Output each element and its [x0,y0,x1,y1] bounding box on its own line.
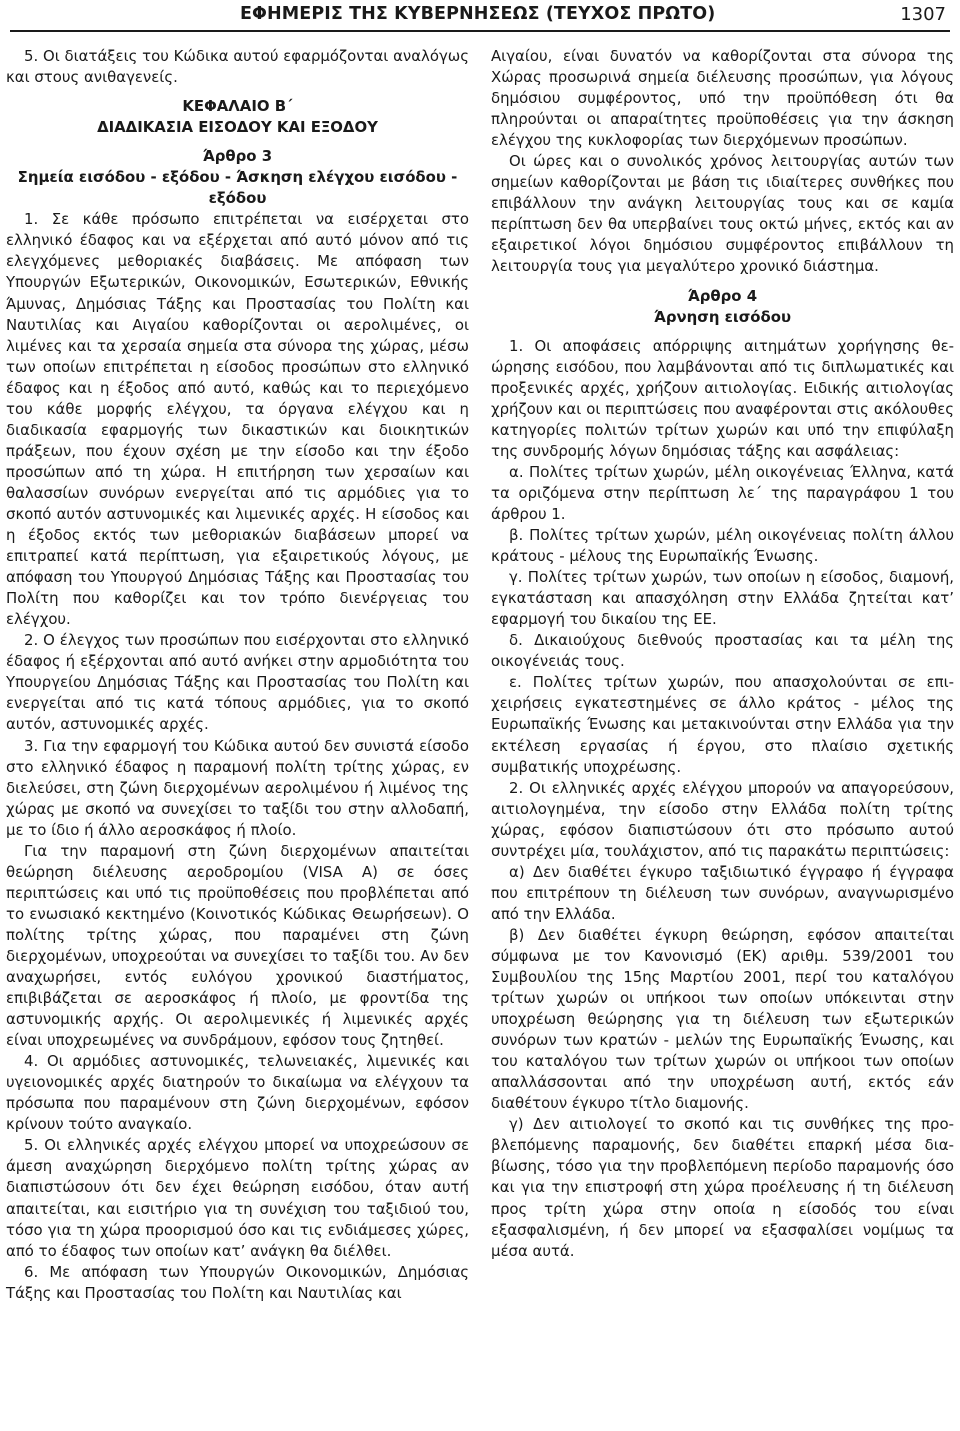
paragraph: 2. Ο έλεγχος των προσώπων που εισέρχονται στο ελληνικό έδαφος ή εξέρχονται από αυτό ανήκει στην αρμοδιότητα του Υπουργείου Δημόσιας Τάξης και Προστασίας του Πολίτη και ενεργείται από τις κατά τόπους αρμόδιες, για το σκοπό αυτόν, αστυνομικές αρχές. [6,631,469,734]
paragraph: β) Δεν διαθέτει έγκυρη θεώρηση, εφόσον απαιτείται σύμφωνα με τον Κανονισμό (ΕΚ) αριθμ. 539/2001 του Συμβουλίου της 15ης Μαρτίου 2001, περί του καταλόγου τρίτων χωρών οι υπήκοοι των οποίων υπόκεινται στην υποχρέωση θεώρησης για τη διέλευση των εξωτερικών συνόρων των κρατών - μελών της Ευρωπαϊκής Ένωσης, και του καταλόγου των τρίτων χωρών οι υπήκοοι των οποίων απαλλάσσονται από την υποχρέωση αυτή, εκτός εάν διαθέτουν έγκυρο τίτλο διαμονής. [491,925,954,1113]
chapter-title: ΔΙΑΔΙΚΑΣΙΑ ΕΙΣΟΔΟΥ ΚΑΙ ΕΞΟΔΟΥ [97,118,378,137]
right-column [491,46,954,1262]
article-title: Σημεία εισόδου - εξόδου - Άσκηση ελέγχου εισόδου - εξόδου [17,168,458,208]
left-column [6,46,469,1304]
paragraph: 4. Οι αρμόδιες αστυνομικές, τελωνειακές, λιμενικές και υγειονομικές αρχές διατηρούν το δικαίωμα να ελέγχουν τα πρόσωπα που παραμένουν στη ζώνη διερχομένων, εφόσον κρίνουν τούτο αναγκαίο. [6,1052,469,1134]
gazette-title: ΕΦΗΜΕΡΙΣ ΤΗΣ ΚΥΒΕΡΝΗΣΕΩΣ (ΤΕΥΧΟΣ ΠΡΩΤΟ) [240,4,716,24]
paragraph: α. Πολίτες τρίτων χωρών, μέλη οικογένειας Έλληνα, κατά τα οριζόμενα στην περίπτωση λε΄ της παραγράφου 1 του άρθρου 1. [491,462,954,523]
paragraph: 1. Οι αποφάσεις απόρριψης αιτημάτων χορήγησης θεώρησης εισόδου, που λαμβάνονται από τις διπλωματικές και προξενικές αρχές, χρήζουν αιτιολογίας. Ειδικής αιτιολογίας χρήζουν και οι περιπτώσεις που αναφέρονται στις ακόλουθες κατηγορίες πολιτών τρίτων χωρών και υπό την επιφύλαξη της συνδρομής λόγων δημόσιας τάξης και ασφάλειας: [491,336,954,460]
paragraph: 2. Οι ελληνικές αρχές ελέγχου μπορούν να απαγορεύσουν, αιτιολογημένα, την είσοδο στην Ελλάδα πολίτη τρίτης χώρας, εφόσον διαπιστώσουν ότι στο πρόσωπο αυτού συντρέχει μία, τουλάχιστον, από τις παρακάτω περιπτώσεις: [491,778,954,860]
paragraph: 1. Σε κάθε πρόσωπο επιτρέπεται να εισέρχεται στο ελληνικό έδαφος και να εξέρχεται από αυτό μόνον από τις ελεγχόμενες μεθοριακές διαβάσεις. Με απόφαση των Υπουργών Εξωτερικών, Οικονομικών, Εσωτερικών, Εθνικής Άμυνας, Δημόσιας Τάξης και Προστασίας του Πολίτη και Ναυτιλίας και Αιγαίου καθορίζονται οι αερολιμένες, οι λιμένες και τα χερσαία σημεία στα σύνορα της χώρας, μέσω των οποίων επιτρέπεται η είσοδος προσώπων στο ελληνικό έδαφος και η έξοδος από αυτό, καθώς και το περιεχόμενο του κάθε μορφής ελέγχου, τα όργανα ελέγχου και η διαδικασία εφαρμογής των δικαστικών και διοικητικών πράξεων, που έχουν σχέση με την είσοδο και την έξοδο προσώπων από τη χώρα. Η επιτήρηση των χερσαίων και θαλασσίων συνόρων ενεργείται από τις αρμόδιες για το σκοπό αυτόν αστυνομικές και λιμενικές αρχές. Η είσοδος και η έξοδος εκτός των μεθοριακών διαβάσεων μπορεί να επιτραπεί κατά περίπτωση, για εξαιρετικούς λόγους, με απόφαση του Υπουργού Δημόσιας Τάξης και Προστασίας του Πολίτη που καθορίζει και τον τρόπο διενέργειας του ελέγχου. [6,210,469,629]
chapter-heading: ΚΕΦΑΛΑΙΟ Β΄ [182,97,293,116]
paragraph: δ. Δικαιούχους διεθνούς προστασίας και τα μέλη της οικογένειάς τους. [491,631,954,671]
paragraph: Για την παραμονή στη ζώνη διερχομένων απαιτείται θεώρηση διέλευσης αεροδρομίου (VISA A) σε όσες περιπτώσεις και υπό τις προϋποθέσεις που προβλέπεται από το ενωσιακό κεκτημένο (Κοινοτικός Κώδικας Θεωρήσεων). Ο πολίτης τρίτης χώρας, που παραμένει στη ζώνη διερχομένων, υποχρεούται να συνεχίσει το ταξίδι του. Αν δεν αναχωρήσει, εντός ευλόγου χρονικού διαστήματος, επιβιβάζεται σε αεροσκάφος ή πλοίο, με φροντίδα της αστυνομικής αρχής. Οι αερολιμενικές ή λιμενικές αρχές είναι υποχρεωμένες να συνδράμουν, εφόσον τους ζητηθεί. [6,841,469,1050]
paragraph: α) Δεν διαθέτει έγκυρο ταξιδιωτικό έγγραφο ή έγγραφα που επιτρέπουν τη διέλευση των συνόρων, αναγνωρισμένο από την Ελλάδα. [491,862,954,923]
article-heading: Άρθρο 4 [687,286,758,305]
paragraph: β. Πολίτες τρίτων χωρών, μέλη οικογένειας πολίτη άλλου κράτους - μέλους της Ευρωπαϊκής Ένωσης. [491,526,954,566]
paragraph: 3. Για την εφαρμογή του Κώδικα αυτού δεν συνιστά είσοδο στο ελληνικό έδαφος η παραμονή πολίτη τρίτης χώρας, εν διελεύσει, στη ζώνη διερχομένων αερολιμένου ή λιμένος της χώρας με σκοπό να συνεχίσει το ταξίδι του στην αλλοδαπή, με το ίδιο ή άλλο αεροσκάφος ή πλοίο. [6,736,469,839]
paragraph: 5. Οι ελληνικές αρχές ελέγχου μπορεί να υποχρεώσουν σε άμεση αναχώρηση διερχόμενο πολίτη τρίτης χώρας αν διαπιστώσουν ότι δεν έχει θεώρηση εισόδου, όταν αυτή απαιτείται, και εισιτήριο για τη συνέχιση του ταξιδιού του, τόσο για τη χώρα προορισμού όσο και τις ενδιάμεσες χώρες, από το έδαφος των οποίων κατ’ ανάγκη θα διέλθει. [6,1136,469,1260]
page-number: 1307 [900,4,946,25]
article-title: Άρνηση εισόδου [653,307,792,326]
paragraph: Οι ώρες και ο συνολικός χρόνος λειτουργίας αυτών των σημείων καθορίζονται με βάση τις ιδιαίτερες συνθήκες που επιβάλλουν την ανάγκη λειτουργίας τους και σε καμία περίπτωση δεν θα υπερβαίνει τους οκτώ μήνες, εκτός και αν εξαιρετικοί λόγοι δημόσιου συμφέροντος επιβάλλουν τη λειτουργία τους για μεγαλύτερο χρονικό διάστημα. [491,152,954,276]
paragraph: 5. Οι διατάξεις του Κώδικα αυτού εφαρμόζονται αναλόγως και στους ανιθαγενείς. [6,47,469,87]
paragraph: 6. Με απόφαση των Υπουργών Οικονομικών, Δημόσιας Τάξης και Προστασίας του Πολίτη και Ναυτιλίας και [6,1262,469,1302]
paragraph: Αιγαίου, είναι δυνατόν να καθορίζονται στα σύνορα της Χώρας προσωρινά σημεία διέλευσης προσώπων, για λόγους δημόσιου συμφέροντος, υπό την προϋπόθεση ότι θα πληρούνται οι απαραίτητες προϋποθέσεις για την άσκηση ελέγχου της κυκλοφορίας των διερχόμενων προσώπων. [491,47,954,150]
paragraph: γ) Δεν αιτιολογεί το σκοπό και τις συνθήκες της προβλεπόμενης παραμονής, δεν διαθέτει επαρκή μέσα διαβίωσης, τόσο για την προβλεπόμενη περίοδο παραμονής όσο και για την επιστροφή στη χώρα προέλευσης ή τη διέλευση προς τρίτη χώρα στην οποία η είσοδός του είναι εξασφαλισμένη, ή δεν μπορεί να εξασφαλίσει νομίμως τα μέσα αυτά. [491,1115,954,1260]
paragraph: γ. Πολίτες τρίτων χωρών, των οποίων η είσοδος, διαμονή, εγκατάσταση και απασχόληση στην Ελλάδα ζητείται κατ’ εφαρμογή του δικαίου της ΕΕ. [491,568,954,629]
page-header [10,0,950,32]
article-heading: Άρθρο 3 [202,147,273,166]
paragraph: ε. Πολίτες τρίτων χωρών, που απασχολούνται σε επιχειρήσεις εγκατεστημένες σε άλλο κράτος - μέλος της Ευρωπαϊκής Ένωσης και μετακινούνται στην Ελλάδα για την εκτέλεση εργασίας ή έργου, στο πλαίσιο σχετικής συμβατικής υποχρέωσης. [491,673,954,776]
